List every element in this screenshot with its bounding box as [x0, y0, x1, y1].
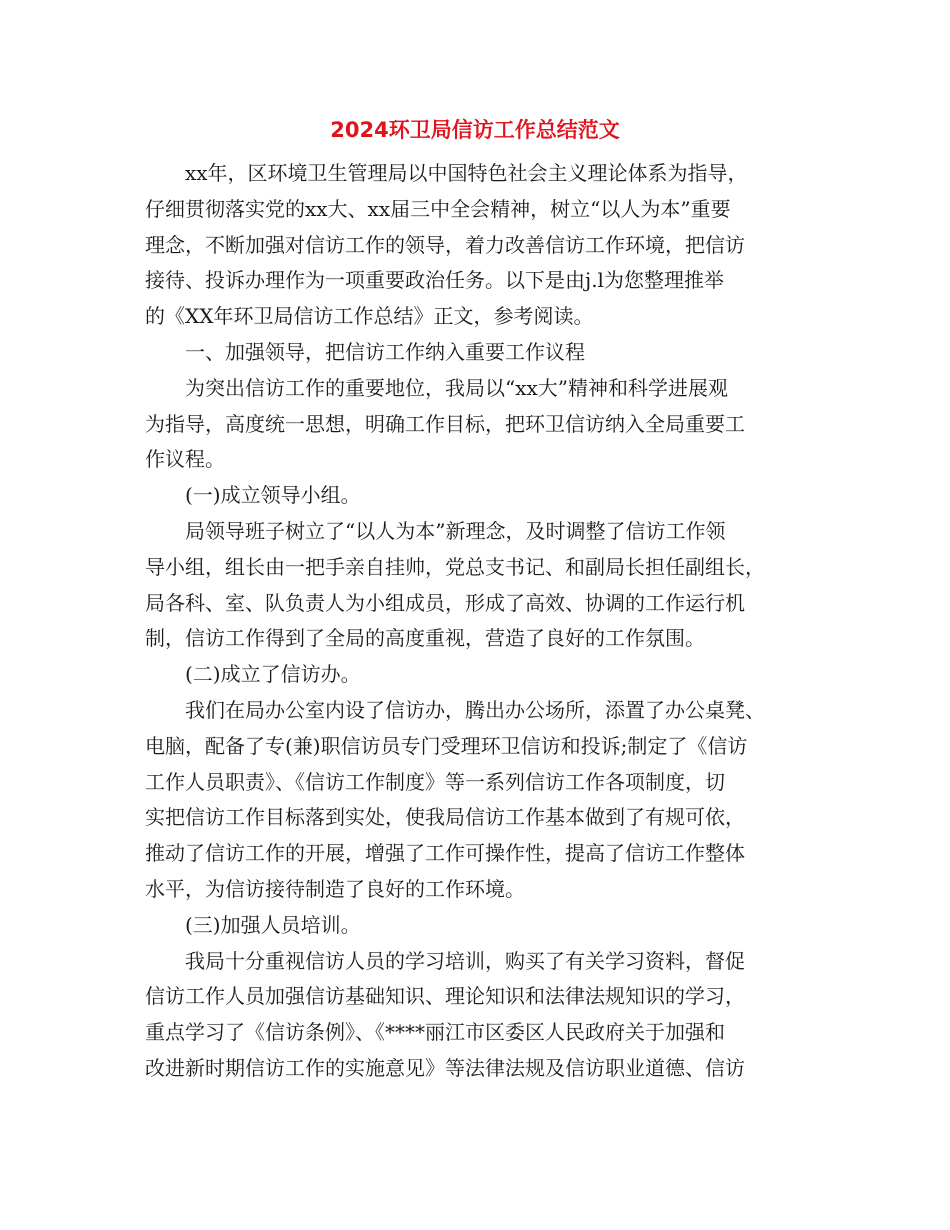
text-line: 为指导，高度统一思想，明确工作目标，把环卫信访纳入全局重要工: [145, 411, 745, 436]
text-line: 局各科、室、队负责人为小组成员，形成了高效、协调的工作运行机: [145, 590, 745, 615]
text-line: 改进新时期信访工作的实施意见》等法律法规及信访职业道德、信访: [145, 1055, 745, 1080]
text-line: 理念，不断加强对信访工作的领导，着力改善信访工作环境，把信访: [145, 232, 745, 257]
text-line: 为突出信访工作的重要地位，我局以“xx大”精神和科学进展观: [185, 375, 729, 400]
text-line: 接待、投诉办理作为一项重要政治任务。以下是由j.l为您整理推举: [145, 268, 724, 293]
text-line: 水平，为信访接待制造了良好的工作环境。: [145, 876, 525, 901]
text-line: 作议程。: [145, 447, 225, 472]
text-line: 电脑，配备了专(兼)职信访员专门受理环卫信访和投诉;制定了《信访: [145, 733, 748, 758]
text-line: 仔细贯彻落实党的xx大、xx届三中全会精神，树立“以人为本”重要: [145, 196, 731, 221]
document-body: [145, 156, 810, 1087]
text-line: 推动了信访工作的开展，增强了工作可操作性，提高了信访工作整体: [145, 841, 745, 866]
text-line: 的《XX年环卫局信访工作总结》正文，参考阅读。: [145, 304, 594, 329]
text-line: 导小组，组长由一把手亲自挂帅，党总支书记、和副局长担任副组长，: [145, 554, 765, 579]
text-line: 我们在局办公室内设了信访办，腾出办公场所，添置了办公桌凳、: [185, 697, 765, 722]
document-title: 2024环卫局信访工作总结范文: [330, 118, 620, 142]
text-line: (一)成立领导小组。: [185, 483, 361, 508]
text-line: 局领导班子树立了“以人为本”新理念，及时调整了信访工作领: [185, 518, 726, 543]
text-line: 实把信访工作目标落到实处，使我局信访工作基本做到了有规可依，: [145, 805, 745, 830]
text-line: 信访工作人员加强信访基础知识、理论知识和法律法规知识的学习，: [145, 984, 745, 1009]
text-line: (二)成立了信访办。: [185, 662, 361, 687]
text-line: xx年，区环境卫生管理局以中国特色社会主义理论体系为指导，: [185, 161, 748, 185]
text-line: 我局十分重视信访人员的学习培训，购买了有关学习资料，督促: [185, 948, 745, 973]
text-line: 重点学习了《信访条例》、《****丽江市区委区人民政府关于加强和: [145, 1020, 725, 1045]
text-line: 一、加强领导，把信访工作纳入重要工作议程: [185, 339, 585, 364]
text-line: 工作人员职责》、《信访工作制度》等一系列信访工作各项制度，切: [145, 769, 725, 794]
text-line: (三)加强人员培训。: [185, 912, 361, 937]
text-line: 制，信访工作得到了全局的高度重视，营造了良好的工作氛围。: [145, 626, 705, 651]
